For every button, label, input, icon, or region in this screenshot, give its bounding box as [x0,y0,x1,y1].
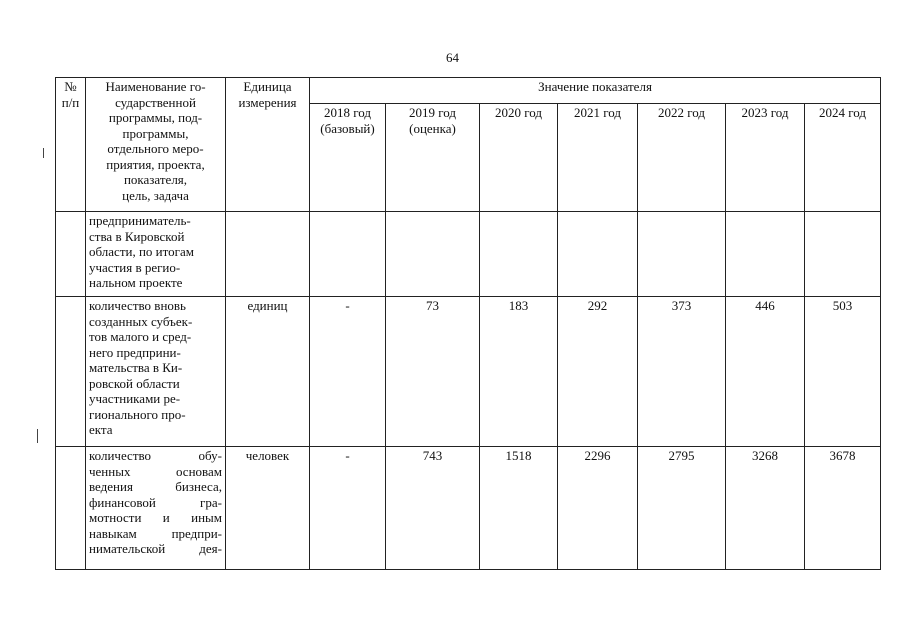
header-name-line: программы, под- [108,110,203,125]
header-year [638,104,726,212]
name-line: гионального про- [89,406,186,422]
value-cell: 183 [480,297,558,447]
name-line: ства в Кировской [89,228,185,244]
value-cell: 3268 [726,447,805,570]
header-year-line: 2019 год [409,105,456,120]
value-cell [386,212,480,297]
header-year-line: 2023 год [741,105,789,120]
header-year-line: 2021 год [574,105,621,120]
header-name-line: отдельного меро- [107,141,204,156]
name-cell [86,447,226,570]
value-cell: 503 [805,297,881,447]
value-cell: 2296 [558,447,638,570]
value-cell: - [310,297,386,447]
header-name [86,78,226,212]
header-row-1 [56,78,881,104]
name-line: области, по итогам [89,244,194,259]
header-value-group [310,78,881,104]
num-cell [56,447,86,570]
value-cell: 373 [638,297,726,447]
value-cell [638,212,726,297]
table-row [56,212,881,297]
value-cell: 292 [558,297,638,447]
name-line: навыкам предпри- [89,525,222,541]
header-year-line: 2022 год [658,105,705,120]
unit-cell: единиц [226,297,310,447]
header-name-line: программы, [122,125,189,141]
header-year [558,104,638,212]
value-cell [480,212,558,297]
value-cell: 446 [726,297,805,447]
header-value-group-label: Значение показателя [538,79,652,94]
value-cell: 1518 [480,447,558,570]
page-number: 64 [446,50,459,65]
header-year [386,104,480,212]
header-unit [226,78,310,212]
value-cell: 2795 [638,447,726,570]
header-name-line: Наименование го- [105,79,206,94]
name-line: участия в регио- [89,259,181,275]
name-line: мательства в Ки- [89,360,183,375]
value-cell [726,212,805,297]
name-line: количество вновь [89,298,186,313]
header-year-line: 2020 год [495,105,542,120]
header-num [56,78,86,212]
name-line: екта [89,422,113,437]
header-year-line: (базовый) [320,120,375,136]
indicators-table [55,77,881,570]
scan-mark [43,148,44,158]
name-cell [86,212,226,297]
value-cell [805,212,881,297]
header-unit-line: Единица [243,79,292,94]
header-name-line: сударственной [115,94,196,110]
name-line: предприниматель- [89,213,191,228]
name-line: финансовой гра- [89,494,222,510]
name-line: участниками ре- [89,391,181,406]
value-cell: 73 [386,297,480,447]
name-cell [86,297,226,447]
header-year [726,104,805,212]
header-year [805,104,881,212]
name-line: созданных субъек- [89,313,193,329]
value-cell: - [310,447,386,570]
num-cell [56,297,86,447]
value-cell [558,212,638,297]
header-year-line: 2018 год [324,105,371,120]
name-line: нальном проекте [89,275,183,290]
header-year-line: 2024 год [819,105,867,120]
unit-cell [226,212,310,297]
table-row [56,297,881,447]
header-year [310,104,386,212]
name-line: него предприни- [89,344,181,360]
name-line: ченных основам [89,463,222,479]
unit-cell: человек [226,447,310,570]
name-line: количество обу- [89,448,222,463]
header-name-line: приятия, проекта, [106,156,205,172]
name-line: ровской области [89,375,180,391]
header-num-line: № п/п [61,79,80,110]
header-name-line: цель, задача [122,187,189,203]
value-cell: 743 [386,447,480,570]
num-cell [56,212,86,297]
header-year-line: (оценка) [409,120,456,136]
name-line: тов малого и сред- [89,329,192,344]
name-line: ведения бизнеса, [89,479,222,494]
name-line: мотности и иным [89,510,222,525]
scan-mark [37,429,38,443]
header-name-line: показателя, [123,172,188,187]
name-line: нимательской дея- [89,541,222,556]
header-unit-line: измерения [238,94,297,110]
value-cell [310,212,386,297]
value-cell: 3678 [805,447,881,570]
table-row [56,447,881,570]
header-year [480,104,558,212]
